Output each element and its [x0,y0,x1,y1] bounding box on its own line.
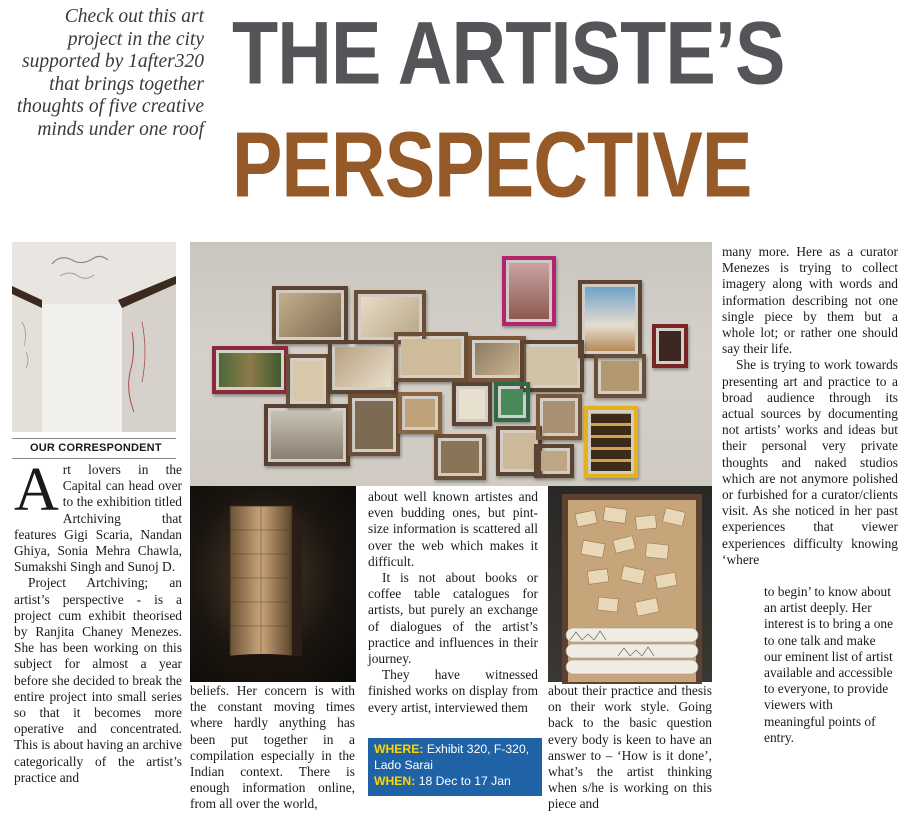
article-column-4 [548,683,712,813]
wall-frame [398,392,442,434]
article-column-5-continued [764,584,894,746]
wall-frame [594,354,646,398]
article-paragraph: Project Artchiving; an artist’s perspective - is a project cum exhibit theorised by Ranjita Chaney Menezes. She has been working on this subject for almost a year before she decided to break the entire project into small series so that it becomes more operative and concentrated. This is about having an archive categorically of the artist’s practice and [14,575,182,785]
wall-frame [394,332,468,382]
article-paragraph: They have witnessed finished works on display from every artist, interviewed them [368,667,538,715]
article-paragraph: It is not about books or coffee table catalogues for artists, but purely an exchange of dialogues of the artist’s practice and influences in their journey. [368,570,538,667]
when-value: 18 Dec to 17 Jan [418,774,511,788]
article-paragraph: beliefs. Her concern is with the constant moving times where hardly anything has been put together in a compilation especially in the Indian context. There is enough information online, from all over the world, [190,683,355,812]
intro-blurb: Check out this art project in the city supported by 1after320 that brings together thoughts of five creative minds under one roof [16,6,204,140]
when-label: WHEN: [374,774,416,788]
wall-frame [264,404,350,466]
article-paragraph: many more. Here as a curator Menezes is trying to collect imagery along with words and information describing not one single piece by them but a whole lot; or rather one should say their life. [722,244,898,357]
photo-sculpture [190,486,356,682]
wall-frame [272,286,348,344]
headline-line-1: THE ARTISTE’S [232,3,785,103]
article-paragraph: rt lovers in the Capital can head over to the exhibition titled Artchiving that features Gigi Scaria, Nandan Ghiya, Sonia Mehra Chawla, Sumakshi Singh and Sunoj D. [14,462,182,575]
headline-line-2: PERSPECTIVE [232,113,752,217]
wall-frame [652,324,688,368]
wall-frame [328,340,398,394]
where-value: Exhibit 320, F-320, Lado Sarai [374,742,530,772]
article-column-3 [368,489,538,716]
event-info-box [368,738,542,796]
wall-frame [536,394,582,440]
wall-frame [534,444,574,478]
article-paragraph: about their practice and thesis on their work style. Going back to the basic question every body is keen to have an answer to – ‘How is it done’, what’s the artist thinking when s/he is working on this piece and [548,683,712,812]
wall-frame [348,394,400,456]
wall-frame [494,382,530,422]
wall-frame [502,256,556,326]
article-paragraph: about well known artistes and even budding ones, but pint-size information is scattered all over the web which makes it difficult. [368,489,538,569]
article-column-5 [722,244,898,568]
article-paragraph: She is trying to work towards presenting art and practice to a broad audience through its actual sources by documenting not artists’ works and ideas but their personal very private thoughts and naked studios which are not anymore polished or furbished for a curator/clients visit. As she noticed in her past experiences that viewer experiences difficulty knowing ‘where [722,357,898,567]
byline: OUR CORRESPONDENT [12,438,176,459]
article-column-2 [190,683,355,813]
wall-frame [584,406,638,478]
wall-frame [452,382,492,426]
photo-framed-wall [190,242,712,486]
wall-frame [468,336,526,382]
article-paragraph: to begin’ to know about an artist deeply. Her interest is to bring a one to one talk and make our eminent list of artist available and accessible to everyone, to provide viewers with meaningful points of entry. [764,584,894,745]
article-column-1 [14,456,182,786]
drop-cap: A [14,456,59,524]
photo-white-room [12,242,176,432]
wall-frame [286,354,330,408]
wall-frame [434,434,486,480]
wall-frame [212,346,288,394]
wall-frame [578,280,642,358]
where-label: WHERE: [374,742,424,756]
photo-board-artwork [548,486,712,682]
